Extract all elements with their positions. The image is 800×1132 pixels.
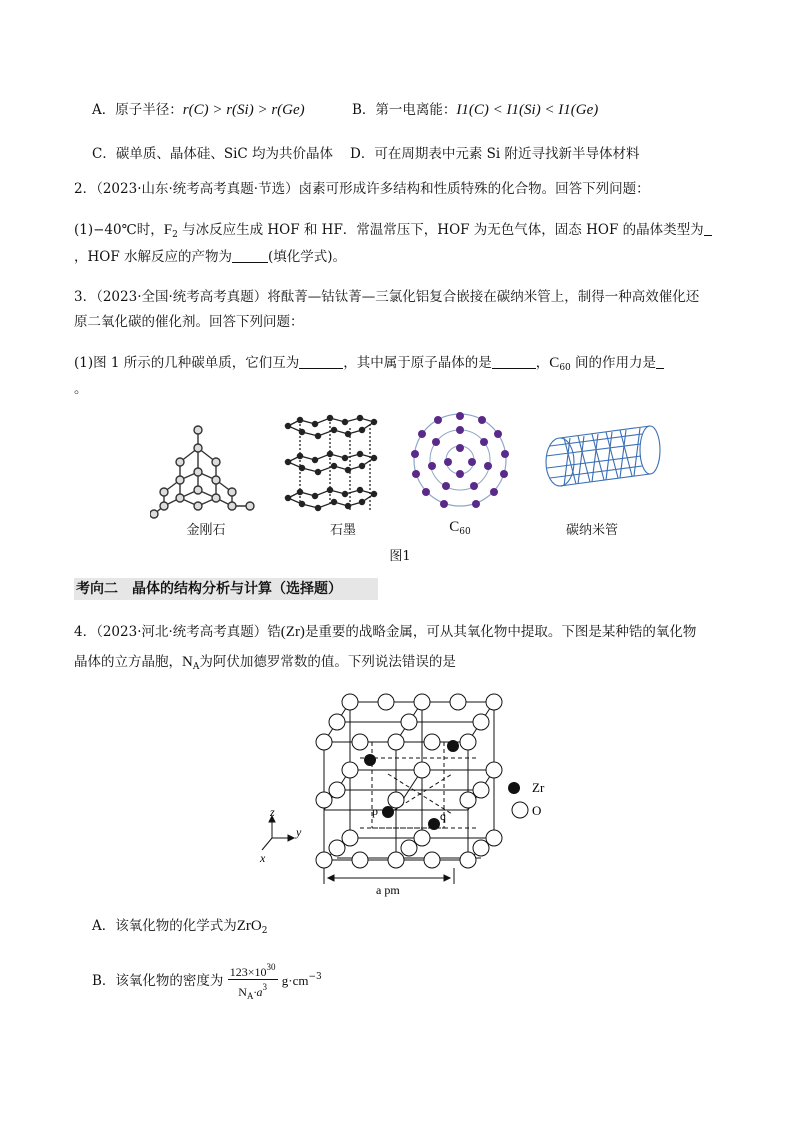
fig1-label-c60 bbox=[440, 519, 480, 537]
q2-f2: F bbox=[163, 222, 173, 238]
q1-option-c: C．碳单质、晶体硅、SiC 均为共价晶体 bbox=[92, 146, 334, 162]
q1-option-b bbox=[352, 99, 598, 121]
numerator-exponent: 30 bbox=[266, 962, 276, 972]
q2-part1-b: 与冰反应生成 HOF 和 HF．常温常压下，HOF 为无色气体，固态 HOF 的晶体类型为 bbox=[177, 222, 704, 238]
q4-zr: (Zr) bbox=[280, 624, 305, 640]
q3-stem-line1: 3．（2023·全国·统考高考真题）将酞菁—钴钛菁—三氯化铝复合嵌接在碳纳米管上，制得一种高效催化还 bbox=[74, 289, 700, 305]
q4-option-b bbox=[92, 960, 322, 1003]
q1-option-a-formula: r(C) > r(Si) > r(Ge) bbox=[182, 102, 305, 118]
q4-stem-line1 bbox=[74, 621, 696, 643]
q4-stem-d: 为阿伏加德罗常数的值。下列说法错误的是 bbox=[199, 654, 456, 670]
section-heading: 考向二 晶体的结构分析与计算（选择题） bbox=[74, 578, 378, 600]
q3-blank-3[interactable] bbox=[656, 354, 664, 369]
q4-option-a-text: A．该氧化物的化学式为 bbox=[92, 918, 237, 934]
legend-zr-label: Zr bbox=[532, 780, 545, 795]
q3-part1 bbox=[74, 352, 664, 379]
q1-option-a bbox=[92, 99, 305, 121]
q2-part1-d: (填化学式)。 bbox=[268, 249, 347, 265]
denominator-tail: ·a bbox=[253, 985, 263, 999]
axis-x-label: x bbox=[260, 851, 266, 865]
q4-na: N bbox=[182, 654, 193, 670]
q3-blank-2[interactable] bbox=[492, 354, 536, 369]
q2-blank-2[interactable] bbox=[232, 248, 268, 263]
q3-blank-1[interactable] bbox=[299, 354, 343, 369]
fig1-caption: 图1 bbox=[389, 549, 411, 564]
q4-option-a-sub: 2 bbox=[261, 926, 268, 936]
density-unit: g·cm bbox=[281, 973, 309, 988]
density-fraction bbox=[228, 960, 278, 1003]
q3-part1-a: (1)图 1 所示的几种碳单质，它们互为 bbox=[74, 355, 300, 371]
q3-part1-end: 。 bbox=[74, 381, 88, 397]
q3-part1-c: ， bbox=[535, 355, 550, 371]
fraction-numerator: 123×10 bbox=[229, 965, 267, 979]
fig1-c60-sub: 60 bbox=[459, 527, 471, 537]
fig1-label-nanotube: 碳纳米管 bbox=[565, 523, 618, 538]
figure-1-carbon-allotropes bbox=[150, 410, 670, 522]
legend-o-label: O bbox=[532, 803, 542, 818]
q1-option-b-formula: I1(C) < I1(Si) < I1(Ge) bbox=[456, 102, 599, 118]
q1-option-d: D．可在周期表中元素 Si 附近寻找新半导体材料 bbox=[350, 146, 640, 162]
q2-part1 bbox=[74, 219, 712, 246]
q2-part1-line2 bbox=[74, 246, 346, 268]
dimension-label: a pm bbox=[376, 883, 400, 897]
q2-part1-a: (1)−40℃时， bbox=[74, 222, 164, 238]
c60-structure bbox=[411, 412, 509, 508]
diamond-structure bbox=[150, 426, 254, 518]
q4-na-sub: A bbox=[192, 662, 200, 672]
atom-label-p: p bbox=[372, 804, 378, 818]
axis-z-label: z bbox=[270, 805, 275, 819]
q4-stem-a: 4．（2023·河北·统考高考真题）锆 bbox=[74, 624, 281, 640]
nanotube-structure bbox=[546, 426, 660, 486]
q3-c60-sub: 60 bbox=[559, 363, 571, 373]
fig1-label-diamond: 金刚石 bbox=[186, 523, 226, 538]
zro2-unit-cell-figure bbox=[250, 688, 570, 898]
graphite-structure bbox=[285, 415, 376, 512]
q4-stem-line2 bbox=[74, 651, 456, 678]
q2-f2-sub: 2 bbox=[172, 230, 178, 240]
fig1-c60-c: C bbox=[449, 519, 460, 535]
density-unit-exponent: −3 bbox=[308, 972, 322, 982]
q3-stem-line2: 原二氧化碳的催化剂。回答下列问题： bbox=[74, 314, 304, 330]
q3-part1-d: 间的作用力是 bbox=[570, 355, 657, 371]
q4-stem-b: 是重要的战略金属，可从其氧化物中提取。下图是某种锆的氧化物 bbox=[304, 624, 697, 640]
q4-stem-c: 晶体的立方晶胞， bbox=[74, 654, 182, 670]
fraction-denominator: N bbox=[238, 985, 247, 999]
q4-option-a bbox=[92, 915, 267, 942]
q3-part1-b: ，其中属于原子晶体的是 bbox=[343, 355, 492, 371]
q2-blank-1[interactable] bbox=[704, 221, 712, 236]
denominator-exponent: 3 bbox=[262, 982, 267, 992]
q4-option-b-text: B．该氧化物的密度为 bbox=[92, 973, 224, 989]
q1-option-a-text: A．原子半径： bbox=[92, 102, 183, 118]
denominator-sub: A bbox=[246, 991, 254, 1001]
q3-c60: C bbox=[549, 355, 560, 371]
q2-stem: 2．（2023·山东·统考高考真题·节选）卤素可形成许多结构和性质特殊的化合物。回答下列问题： bbox=[74, 181, 650, 197]
q4-option-a-formula: ZrO bbox=[236, 918, 262, 934]
axis-y-label: y bbox=[296, 825, 302, 839]
q1-option-b-text: B．第一电离能： bbox=[352, 102, 457, 118]
fig1-label-graphite: 石墨 bbox=[329, 523, 356, 538]
q2-part1-c: ，HOF 水解反应的产物为 bbox=[74, 249, 232, 265]
atom-label-q: q bbox=[440, 809, 446, 823]
